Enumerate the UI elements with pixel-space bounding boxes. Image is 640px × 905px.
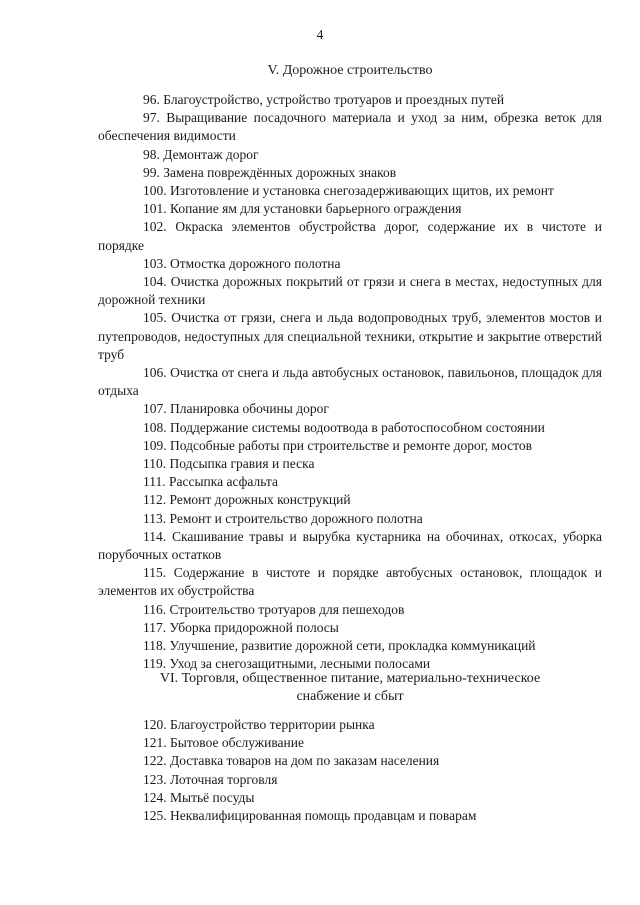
list-item: 103. Отмостка дорожного полотна: [143, 255, 341, 271]
list-item: 124. Мытьё посуды: [143, 789, 255, 805]
list-item: 106. Очистка от снега и льда автобусных остановок, павильонов, площадок для отдыха: [98, 365, 602, 399]
list-item: 107. Планировка обочины дорог: [143, 401, 329, 417]
list-item: 99. Замена повреждённых дорожных знаков: [143, 164, 397, 180]
list-item: 104. Очистка дорожных покрытий от грязи и снега в местах, недоступных для дорожной техники: [98, 274, 602, 308]
list-item: 105. Очистка от грязи, снега и льда водопроводных труб, элементов мостов и путепроводов, недоступных для специальной техники, открытие и закрытие отверстий труб: [98, 310, 602, 362]
list-item: 112. Ремонт дорожных конструкций: [143, 492, 351, 508]
list-item: 113. Ремонт и строительство дорожного полотна: [143, 510, 423, 526]
list-item: 100. Изготовление и установка снегозадерживающих щитов, их ремонт: [143, 183, 554, 199]
list-item: 125. Неквалифицированная помощь продавцам и поварам: [143, 808, 477, 824]
section-heading-road-construction: V. Дорожное строительство: [267, 63, 433, 78]
list-item: 121. Бытовое обслуживание: [143, 735, 304, 751]
section-list-road-construction: [98, 91, 602, 674]
list-item: 117. Уборка придорожной полосы: [143, 619, 339, 635]
section-list-trade: [98, 716, 602, 825]
page-number: 4: [316, 27, 324, 42]
section-heading-trade-line1: VI. Торговля, общественное питание, материально-техническое: [159, 671, 541, 686]
list-item: 115. Содержание в чистоте и порядке автобусных остановок, площадок и элементов их обустройства: [98, 565, 602, 599]
list-item: 119. Уход за снегозащитными, лесными полосами: [143, 656, 431, 672]
list-item: 120. Благоустройство территории рынка: [143, 717, 375, 732]
list-item: 122. Доставка товаров на дом по заказам населения: [143, 753, 440, 769]
list-item: 96. Благоустройство, устройство тротуаров и проездных путей: [143, 92, 505, 107]
list-item: 110. Подсыпка гравия и песка: [143, 456, 315, 472]
list-item: 114. Скашивание травы и вырубка кустарника на обочинах, откосах, уборка порубочных остатков: [98, 528, 602, 563]
list-item: 116. Строительство тротуаров для пешеходов: [143, 601, 405, 617]
section-heading-trade-line2: снабжение и сбыт: [296, 689, 404, 704]
section-heading-trade: [100, 670, 600, 706]
list-item: 109. Подсобные работы при строительстве и ремонте дорог, мостов: [143, 437, 532, 453]
list-item: 98. Демонтаж дорог: [143, 146, 259, 162]
list-item: 102. Окраска элементов обустройства дорог, содержание их в чистоте и порядке: [98, 219, 602, 253]
list-item: 97. Выращивание посадочного материала и уход за ним, обрезка веток для обеспечения видимости: [98, 110, 602, 144]
list-item: 111. Рассыпка асфальта: [143, 474, 278, 490]
list-item: 108. Поддержание системы водоотвода в работоспособном состоянии: [143, 419, 545, 435]
list-item: 101. Копание ям для установки барьерного ограждения: [143, 201, 462, 217]
list-item: 118. Улучшение, развитие дорожной сети, прокладка коммуникаций: [143, 638, 536, 654]
list-item: 123. Лоточная торговля: [143, 771, 278, 787]
